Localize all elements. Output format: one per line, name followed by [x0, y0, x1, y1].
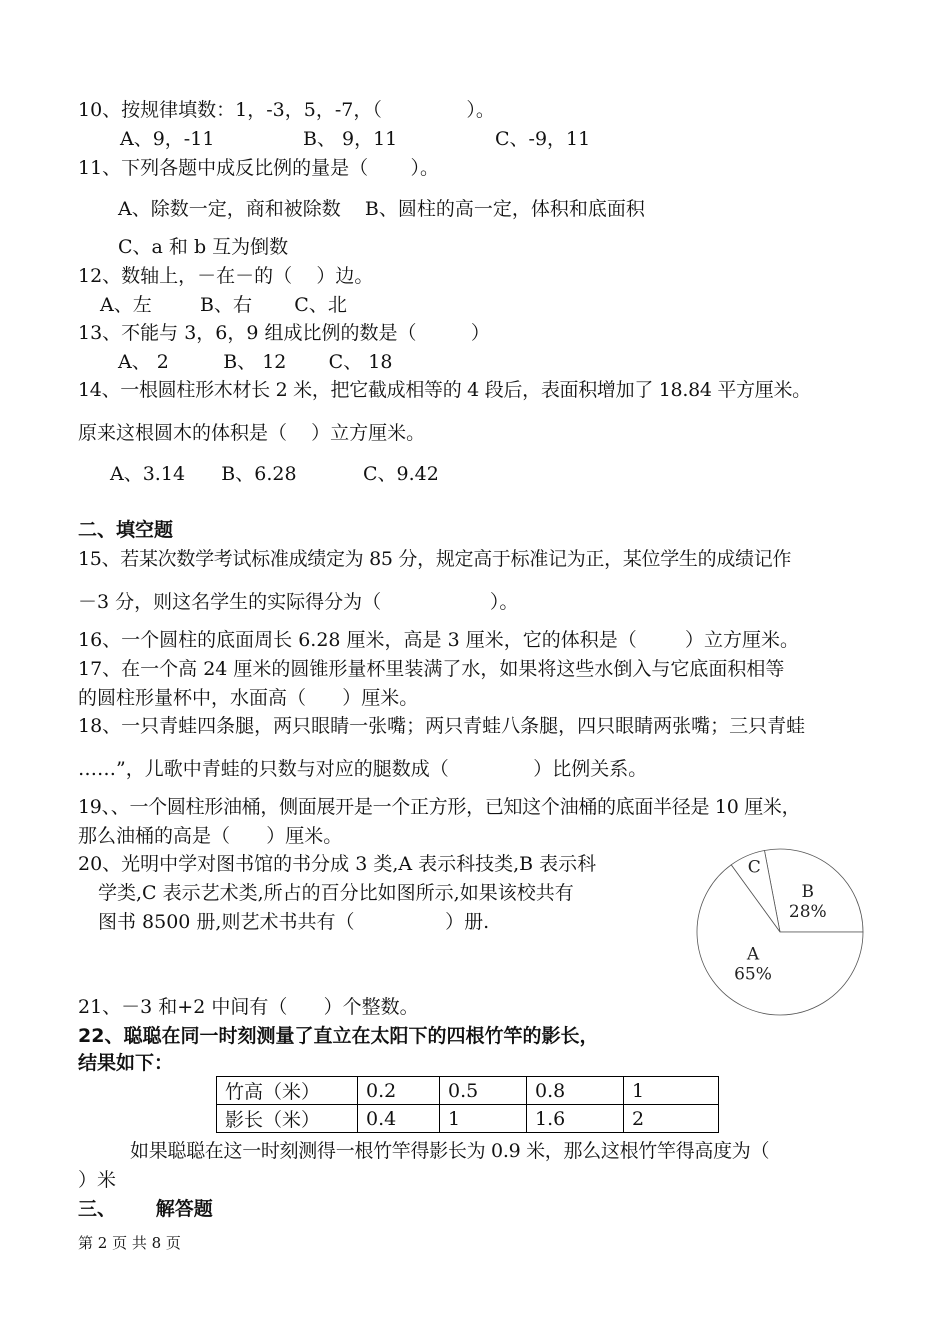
table-cell: 1.6 — [527, 1105, 624, 1133]
q22-followup-line2: ）米 — [78, 1169, 117, 1191]
q16: 16、一个圆柱的底面周长 6.28 厘米，高是 3 厘米，它的体积是（ ）立方厘米。 — [78, 629, 800, 651]
q11-options-line2: C、a 和 b 互为倒数 — [118, 236, 289, 258]
q10-option-b: B、 9，11 — [303, 128, 398, 150]
q19-line2: 那么油桶的高是（ ）厘米。 — [78, 825, 343, 847]
q22-followup-line1: 如果聪聪在这一时刻测得一根竹竿得影长为 0.9 米，那么这根竹竿得高度为（ — [130, 1140, 770, 1162]
book-category-pie-chart — [690, 848, 870, 1028]
q10-option-a: A、9，-11 — [120, 128, 215, 150]
pie-value-b: 28% — [788, 902, 827, 923]
q11-stem: 11、下列各题中成反比例的量是（ ）。 — [78, 157, 439, 179]
page-footer: 第 2 页 共 8 页 — [78, 1234, 181, 1252]
q10-option-c: C、-9，11 — [495, 128, 591, 150]
table-row — [217, 1077, 719, 1105]
q11-options-line1: A、除数一定，商和被除数 B、圆柱的高一定，体积和底面积 — [118, 198, 645, 220]
q12-stem: 12、数轴上，－在－的（ ）边。 — [78, 265, 374, 287]
q14-options: A、3.14 B、6.28 C、9.42 — [110, 463, 439, 485]
table-cell: 0.8 — [527, 1077, 624, 1105]
q17-line1: 17、在一个高 24 厘米的圆锥形量杯里装满了水，如果将这些水倒入与它底面积相等 — [78, 658, 785, 680]
q10-stem: 10、按规律填数：1，-3，5，-7，（ ）。 — [78, 99, 495, 121]
q14-line2: 原来这根圆木的体积是（ ）立方厘米。 — [78, 422, 426, 444]
q19-line1: 19、、一个圆柱形油桶，侧面展开是一个正方形，已知这个油桶的底面半径是 10 厘米， — [78, 796, 801, 818]
table-cell: 0.2 — [358, 1077, 440, 1105]
q13-options: A、 2 B、 12 C、 18 — [118, 351, 393, 373]
q21: 21、－3 和+2 中间有（ ）个整数。 — [78, 996, 419, 1018]
table-cell: 0.4 — [358, 1105, 440, 1133]
section-2-heading: 二、填空题 — [78, 519, 174, 541]
q14-stem: 14、一根圆柱形木材长 2 米，把它截成相等的 4 段后，表面积增加了 18.84 平方厘米。 — [78, 379, 811, 401]
pie-label-a: A — [746, 944, 760, 965]
q18-line2: ……”，儿歌中青蛙的只数与对应的腿数成（ ）比例关系。 — [78, 758, 648, 780]
q13-stem: 13、不能与 3，6，9 组成比例的数是（ ） — [78, 322, 490, 344]
q17-line2: 的圆柱形量杯中，水面高（ ）厘米。 — [78, 687, 419, 709]
q20-line1: 20、光明中学对图书馆的书分成 3 类,A 表示科技类,B 表示科 — [78, 853, 597, 875]
bamboo-shadow-table — [216, 1076, 719, 1133]
table-row — [217, 1105, 719, 1133]
pie-label-c: C — [747, 857, 761, 878]
q15-line2: －3 分，则这名学生的实际得分为（ ）。 — [78, 591, 519, 613]
q18-line1: 18、一只青蛙四条腿，两只眼睛一张嘴；两只青蛙八条腿，四只眼睛两张嘴；三只青蛙 — [78, 715, 806, 737]
q22-line2: 结果如下： — [78, 1052, 174, 1074]
table-cell: 1 — [440, 1105, 527, 1133]
q12-options: A、左 B、右 C、北 — [100, 294, 347, 316]
pie-value-a: 65% — [734, 964, 772, 985]
q15-line1: 15、若某次数学考试标准成绩定为 85 分，规定高于标准记为正，某位学生的成绩记作 — [78, 548, 792, 570]
q22-line1: 22、聪聪在同一时刻测量了直立在太阳下的四根竹竿的影长， — [78, 1025, 599, 1047]
table-cell: 2 — [624, 1105, 719, 1133]
q20-line2: 学类,C 表示艺术类,所占的百分比如图所示,如果该校共有 — [98, 882, 574, 904]
pie-label-b: B — [801, 882, 815, 903]
table-cell: 1 — [624, 1077, 719, 1105]
table-cell: 影长（米） — [217, 1105, 358, 1133]
section-3-heading: 三、 解答题 — [78, 1198, 213, 1220]
q20-line3: 图书 8500 册,则艺术书共有（ ）册. — [98, 911, 490, 933]
table-cell: 0.5 — [440, 1077, 527, 1105]
table-cell: 竹高（米） — [217, 1077, 358, 1105]
